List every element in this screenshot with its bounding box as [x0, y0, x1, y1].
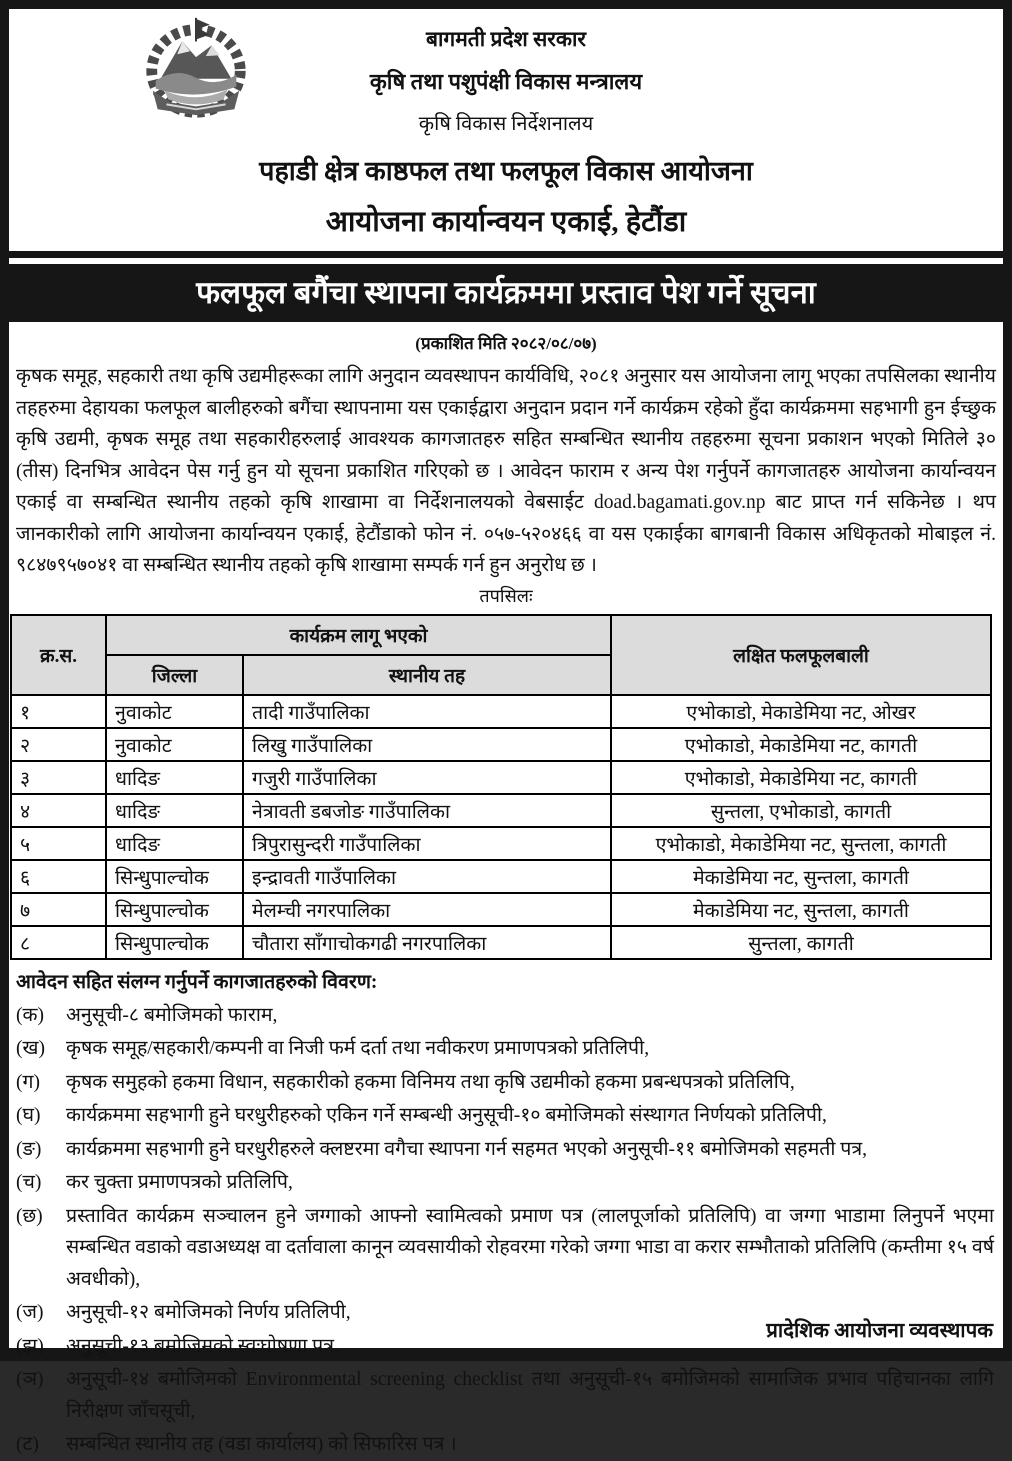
cell-crops: सुन्तला, कागती: [611, 926, 991, 959]
header-divider-rule: [9, 251, 1003, 258]
cell-district: धादिङ: [106, 761, 243, 794]
col-header-target-crops: लक्षित फलफूलबाली: [611, 615, 991, 695]
cell-serial: २: [11, 728, 106, 761]
list-item: [16, 1100, 996, 1132]
program-schedule-table: [10, 614, 992, 960]
cell-serial: ४: [11, 794, 106, 827]
cell-district: नुवाकोट: [106, 695, 243, 728]
cell-district: धादिङ: [106, 827, 243, 860]
cell-serial: ८: [11, 926, 106, 959]
table-row: [11, 926, 991, 959]
cell-district: नुवाकोट: [106, 728, 243, 761]
list-item-text: प्रस्तावित कार्यक्रम सञ्चालन हुने जग्गाको आफ्नो स्वामित्वको प्रमाण पत्र (लालपूर्जाको प्रतिलिपि) वा जग्गा भाडामा लिनुपर्ने भएमा सम्बन्धित वडाको वडाअध्यक्ष वा दर्तावाला कानून व्यवसायीको रोहवरमा गरेको जग्गा भाडा वा करार सम्भौताको प्रतिलिपि (कम्तीमा १५ वर्ष अवधीको),: [66, 1205, 994, 1290]
notice-title-banner: फलफूल बगैंचा स्थापना कार्यक्रममा प्रस्ताव पेश गर्ने सूचना: [9, 264, 1003, 322]
cell-crops: एभोकाडो, मेकाडेमिया नट, कागती: [611, 761, 991, 794]
nepal-emblem-logo: [137, 15, 255, 119]
cell-local-level: गजुरी गाउँपालिका: [243, 761, 611, 794]
ministry-name: कृषि तथा पशुपंक्षी विकास मन्त्रालय: [369, 69, 643, 94]
tapasil-label: तपसिलः: [479, 585, 533, 606]
list-item: [16, 1167, 996, 1199]
col-header-district: जिल्ला: [106, 655, 243, 695]
directorate-name: कृषि विकास निर्देशनालय: [418, 113, 594, 135]
col-header-serial: क्र.स.: [11, 615, 106, 695]
cell-crops: मेकाडेमिया नट, सुन्तला, कागती: [611, 893, 991, 926]
list-item-label: (ट): [16, 1434, 39, 1455]
required-documents-section: [16, 968, 996, 1461]
table-row: [11, 728, 991, 761]
cell-serial: ३: [11, 761, 106, 794]
cell-local-level: लिखु गाउँपालिका: [243, 728, 611, 761]
documents-heading: आवेदन सहित संलग्न गर्नुपर्ने कागजातहरुको विवरण:: [16, 971, 378, 993]
table-header: [11, 615, 991, 695]
list-item: [16, 1033, 996, 1065]
cell-district: सिन्धुपाल्चोक: [106, 893, 243, 926]
list-item-label: (च): [16, 1172, 42, 1193]
cell-crops: सुन्तला, एभोकाडो, कागती: [611, 794, 991, 827]
list-item-label: (क): [16, 1004, 44, 1026]
list-item-text: कार्यक्रममा सहभागी हुने घरधुरीहरुको एकिन गर्ने सम्बन्धी अनुसूची-१० बमोजिमको संस्थागत निर्णयको प्रतिलिपी,: [66, 1105, 827, 1126]
list-item-text: अनुसूची-१३ बमोजिमको स्वःघोषणा पत्र,: [66, 1335, 339, 1357]
list-item-text: सम्बन्धित स्थानीय तह (वडा कार्यालय) को सिफारिस पत्र ।: [66, 1434, 457, 1455]
list-item: [16, 1429, 996, 1461]
list-item-text: अनुसूची-१४ बमोजिमको Environmental screening checklist तथा अनुसूची-१५ बमोजिमको सामाजिक प्रभाव पहिचानका लागि निरीक्षण जाँचसूची,: [66, 1369, 994, 1422]
published-date: (प्रकाशित मिति २०८२/०८/०७): [415, 334, 597, 353]
list-item: [16, 1201, 996, 1296]
list-item-label: (छ): [16, 1205, 43, 1227]
cell-local-level: चौतारा साँगाचोकगढी नगरपालिका: [243, 926, 611, 959]
table-row: [11, 794, 991, 827]
cell-local-level: नेत्रावती डबजोङ गाउँपालिका: [243, 794, 611, 827]
cell-serial: ५: [11, 827, 106, 860]
list-item-label: (ख): [16, 1038, 45, 1059]
col-header-local-level: स्थानीय तह: [243, 655, 611, 695]
cell-serial: १: [11, 695, 106, 728]
signature-title: प्रादेशिक आयोजना व्यवस्थापक: [766, 1320, 993, 1342]
table-row: [11, 893, 991, 926]
table-row: [11, 761, 991, 794]
list-item-text: अनुसूची-८ बमोजिमको फाराम,: [66, 1004, 278, 1026]
cell-crops: एभोकाडो, मेकाडेमिया नट, सुन्तला, कागती: [611, 827, 991, 860]
notice-body-paragraph: कृषक समूह, सहकारी तथा कृषि उद्यमीहरूका लागि अनुदान व्यवस्थापन कार्यविधि, २०८१ अनुसार यस आयोजना लागू भएका तपसिलका स्थानीय तहहरुमा देहायका फलफूल बालीहरुको बगैंचा स्थापनामा यस एकाईद्वारा अनुदान प्रदान गर्ने कार्यक्रम रहेको हुँदा कार्यक्रममा सहभागी हुन ईच्छुक कृषि उद्यमी, कृषक समूह तथा सहकारीहरुलाई आवश्यक कागजातहरु सहित सम्बन्धित स्थानीय तहहरुमा सूचना प्रकाशन भएको मितिले ३० (तीस) दिनभित्र आवेदन पेस गर्नु हुन यो सूचना प्रकाशित गरिएको छ । आवेदन फाराम र अन्य पेश गर्नुपर्ने कागजातहरु आयोजना कार्यान्वयन एकाई वा सम्बन्धित स्थानीय तहको कृषि शाखामा वा निर्देशनालयको वेबसाईट doad.bagamati.gov.np बाट प्राप्त गर्न सकिनेछ । थप जानकारीको लागि आयोजना कार्यान्वयन एकाई, हेटौंडाको फोन नं. ०५७-५२०४६६ वा यस एकाईका बागबानी विकास अधिकृतको मोबाइल नं. ९८४७९५७०४१ वा सम्बन्धित स्थानीय तहको कृषि शाखामा सम्पर्क गर्न हुन अनुरोध छ ।: [16, 366, 996, 576]
list-item-text: कार्यक्रममा सहभागी हुने घरधुरीहरुले क्लष्टरमा वगैचा स्थापना गर्न सहमत भएको अनुसूची-११ बमोजिमको सहमती पत्र,: [66, 1138, 868, 1160]
cell-local-level: तादी गाउँपालिका: [243, 695, 611, 728]
list-item-text: अनुसूची-१२ बमोजिमको निर्णय प्रतिलिपी,: [66, 1302, 351, 1323]
cell-district: सिन्धुपाल्चोक: [106, 926, 243, 959]
table-row: [11, 695, 991, 728]
list-item-label: (ग): [16, 1071, 40, 1093]
list-item: [16, 1134, 996, 1166]
list-item: [16, 1364, 996, 1427]
list-item-label: (ङ): [16, 1138, 42, 1160]
cell-district: धादिङ: [106, 794, 243, 827]
cell-crops: मेकाडेमिया नट, सुन्तला, कागती: [611, 860, 991, 893]
cell-local-level: त्रिपुरासुन्दरी गाउँपालिका: [243, 827, 611, 860]
list-item-label: (घ): [16, 1105, 41, 1126]
cell-crops: एभोकाडो, मेकाडेमिया नट, ओखर: [611, 695, 991, 728]
cell-crops: एभोकाडो, मेकाडेमिया नट, कागती: [611, 728, 991, 761]
list-item-label: (झ): [16, 1335, 44, 1357]
table-row: [11, 827, 991, 860]
list-item-label: (ञ): [16, 1369, 44, 1390]
list-item-text: कृषक समूह/सहकारी/कम्पनी वा निजी फर्म दर्ता तथा नवीकरण प्रमाणपत्रको प्रतिलिपी,: [66, 1038, 650, 1059]
government-name: बागमती प्रदेश सरकार: [425, 27, 587, 51]
list-item-label: (ज): [16, 1302, 44, 1323]
cell-serial: ६: [11, 860, 106, 893]
project-name: पहाडी क्षेत्र काष्ठफल तथा फलफूल विकास आयोजना: [259, 156, 753, 186]
list-item-text: कर चुक्ता प्रमाणपत्रको प्रतिलिपि,: [66, 1172, 293, 1193]
cell-local-level: मेलम्ची नगरपालिका: [243, 893, 611, 926]
list-item: [16, 1067, 996, 1099]
letterhead: [9, 9, 1003, 240]
implementation-unit-name: आयोजना कार्यान्वयन एकाई, हेटौंडा: [325, 206, 687, 238]
cell-district: सिन्धुपाल्चोक: [106, 860, 243, 893]
list-item: [16, 1000, 996, 1032]
list-item-text: कृषक समुहको हकमा विधान, सहकारीको हकमा विनिमय तथा कृषि उद्यमीको हकमा प्रबन्धपत्रको प्रतिलिपि,: [66, 1071, 795, 1093]
cell-serial: ७: [11, 893, 106, 926]
cell-local-level: इन्द्रावती गाउँपालिका: [243, 860, 611, 893]
col-header-program: कार्यक्रम लागू भएको: [106, 615, 611, 655]
table-row: [11, 860, 991, 893]
